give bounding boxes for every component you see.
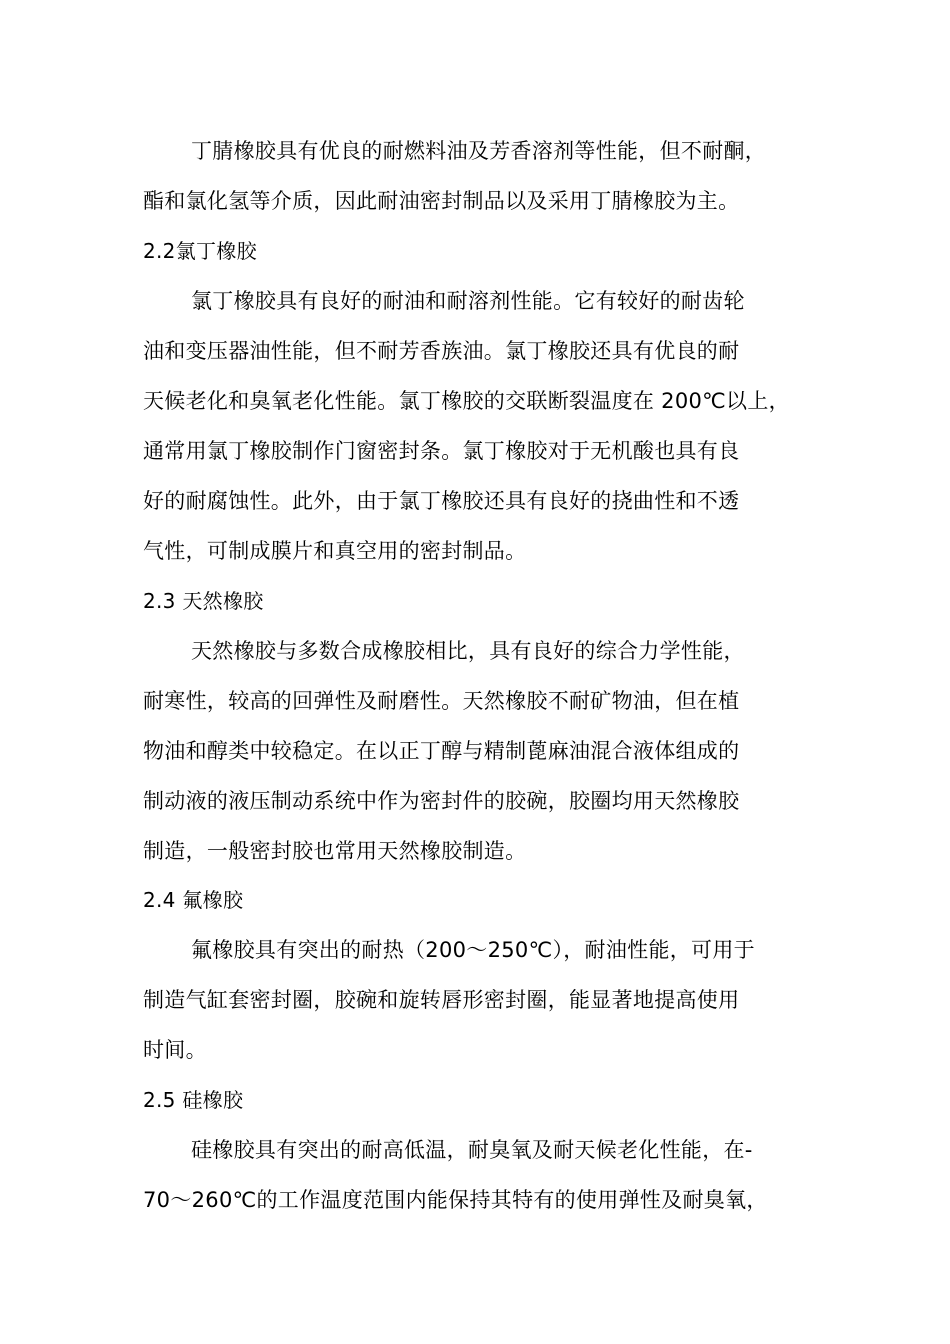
section-heading-2-4: 2.4 氟橡胶 bbox=[143, 888, 244, 912]
paragraph-line: 70～260℃的工作温度范围内能保持其特有的使用弹性及耐臭氧， bbox=[143, 1188, 768, 1212]
paragraph-line: 硅橡胶具有突出的耐高低温，耐臭氧及耐天候老化性能，在- bbox=[191, 1138, 753, 1162]
paragraph-line: 制造气缸套密封圈，胶碗和旋转唇形密封圈，能显著地提高使用 bbox=[143, 988, 740, 1012]
paragraph-line: 天然橡胶与多数合成橡胶相比，具有良好的综合力学性能， bbox=[191, 639, 745, 663]
section-heading-2-2: 2.2氯丁橡胶 bbox=[143, 239, 257, 263]
paragraph-line: 通常用氯丁橡胶制作门窗密封条。氯丁橡胶对于无机酸也具有良 bbox=[143, 439, 740, 463]
paragraph-line: 丁腈橡胶具有优良的耐燃料油及芳香溶剂等性能，但不耐酮， bbox=[191, 139, 767, 163]
paragraph-line: 时间。 bbox=[143, 1038, 207, 1062]
paragraph-line: 油和变压器油性能，但不耐芳香族油。氯丁橡胶还具有优良的耐 bbox=[143, 339, 740, 363]
paragraph-line: 氯丁橡胶具有良好的耐油和耐溶剂性能。它有较好的耐齿轮 bbox=[191, 289, 745, 313]
paragraph-line: 制动液的液压制动系统中作为密封件的胶碗，胶圈均用天然橡胶 bbox=[143, 789, 740, 813]
paragraph-line: 气性，可制成膜片和真空用的密封制品。 bbox=[143, 539, 527, 563]
paragraph-line: 氟橡胶具有突出的耐热（200～250℃），耐油性能，可用于 bbox=[191, 938, 755, 962]
section-heading-2-3: 2.3 天然橡胶 bbox=[143, 589, 264, 613]
paragraph-line: 耐寒性，较高的回弹性及耐磨性。天然橡胶不耐矿物油，但在植 bbox=[143, 689, 740, 713]
paragraph-line: 制造，一般密封胶也常用天然橡胶制造。 bbox=[143, 839, 527, 863]
paragraph-line: 酯和氯化氢等介质，因此耐油密封制品以及采用丁腈橡胶为主。 bbox=[143, 189, 740, 213]
paragraph-line: 物油和醇类中较稳定。在以正丁醇与精制蓖麻油混合液体组成的 bbox=[143, 739, 740, 763]
paragraph-line: 好的耐腐蚀性。此外，由于氯丁橡胶还具有良好的挠曲性和不透 bbox=[143, 489, 740, 513]
section-heading-2-5: 2.5 硅橡胶 bbox=[143, 1088, 244, 1112]
paragraph-line: 天候老化和臭氧老化性能。氯丁橡胶的交联断裂温度在 200℃以上， bbox=[143, 389, 790, 413]
